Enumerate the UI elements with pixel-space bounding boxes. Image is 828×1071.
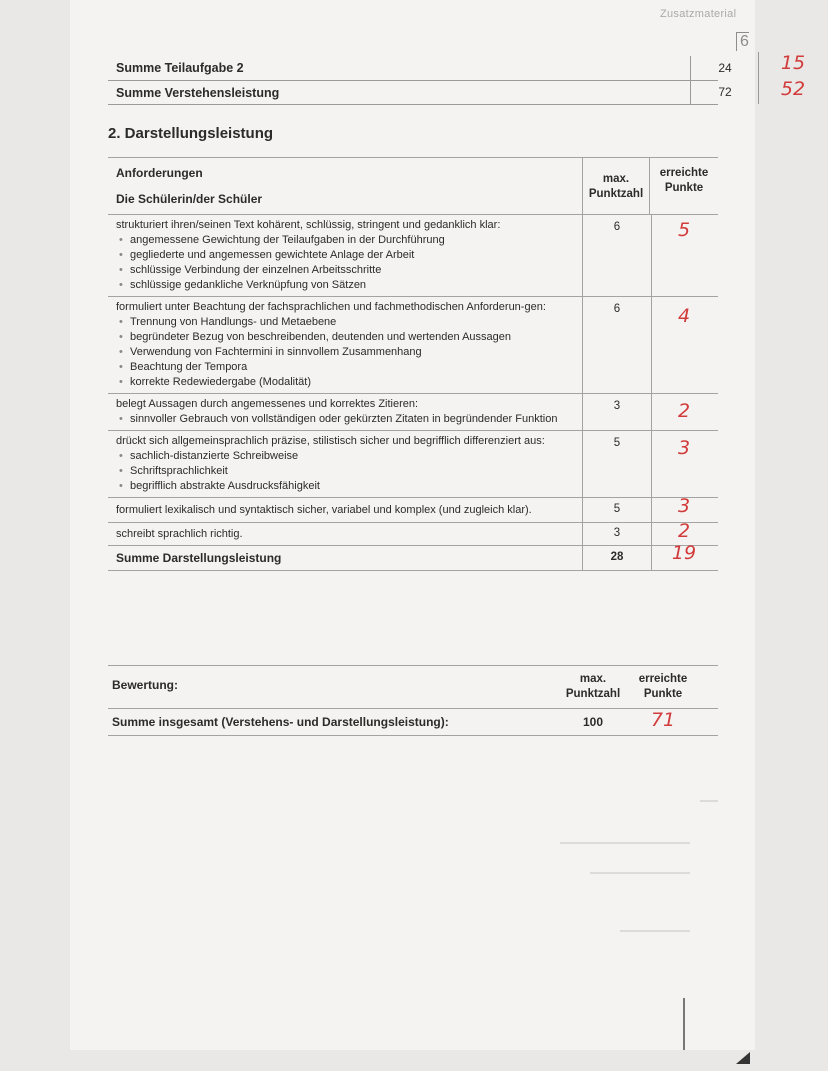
row-lead: formuliert lexikalisch und syntaktisch sicher, variabel und komplex (und zugleich klar).	[116, 504, 532, 516]
page-corner	[736, 1052, 750, 1064]
table-row	[108, 495, 718, 523]
list-item: • sachlich-distanzierte Schreibweise	[130, 449, 578, 464]
header-achieved-points	[650, 158, 718, 196]
evaluation-max-line1: max.	[579, 673, 607, 685]
total-achieved-points: 71	[650, 709, 676, 731]
total-label: Summe insgesamt (Verstehens- und Darstellungsleistung):	[112, 715, 449, 729]
achieved-points: 4	[677, 305, 691, 327]
evaluation-max-line2: Punktzahl	[565, 688, 621, 700]
table-header	[108, 157, 718, 215]
header-max-line1: max.	[602, 173, 630, 185]
list-item: • Beachtung der Tempora	[130, 360, 578, 375]
achieved-points: 2	[677, 520, 691, 542]
evaluation-max-header	[558, 672, 628, 702]
list-item: • sinnvoller Gebrauch von vollständigen oder gekürzten Zitaten in begründender Funktion	[130, 412, 578, 427]
header-max-line2: Punktzahl	[588, 188, 644, 200]
header-requirements: Anforderungen	[116, 166, 203, 180]
show-through-line	[700, 800, 718, 802]
list-item: • gegliederte und angemessen gewichtete Anlage der Arbeit	[130, 248, 578, 263]
table-row	[108, 431, 718, 498]
max-points: 6	[582, 297, 652, 393]
total-max-points: 100	[582, 715, 604, 729]
list-item: • Trennung von Handlungs- und Metaebene	[130, 315, 578, 330]
header-achieved-line1: erreichte	[659, 167, 709, 179]
list-item: • schlüssige Verbindung der einzelnen Arbeitsschritte	[130, 263, 578, 278]
show-through-line	[620, 930, 690, 932]
max-points: 5	[582, 498, 652, 522]
list-item: • schlüssige gedankliche Verknüpfung von Sätzen	[130, 278, 578, 293]
max-points: 3	[582, 523, 652, 545]
row-label: Summe Verstehensleistung	[116, 86, 280, 100]
list-item: • Verwendung von Fachtermini in sinnvollem Zusammenhang	[130, 345, 578, 360]
summary-row-verstehensleistung	[108, 78, 806, 105]
list-item: • angemessene Gewichtung der Teilaufgaben in der Durchführung	[130, 233, 578, 248]
achieved-points: 2	[677, 400, 691, 422]
assessment-table	[108, 157, 718, 571]
row-lead: drückt sich allgemeinsprachlich präzise, stilistisch sicher und begrifflich differenziert aus:	[116, 435, 545, 447]
summary-row-teilaufgabe	[108, 52, 806, 81]
table-row	[108, 297, 718, 394]
show-through-line	[560, 842, 690, 844]
achieved-points: 3	[677, 437, 691, 459]
max-points: 24	[690, 56, 759, 80]
evaluation-label: Bewertung:	[112, 678, 178, 692]
achieved-points: 52	[758, 78, 827, 104]
pencil-mark	[683, 998, 685, 1050]
page-number: 6	[736, 32, 749, 51]
max-points: 6	[582, 215, 652, 296]
evaluation-section	[108, 665, 718, 736]
evaluation-achieved-line2: Punkte	[643, 688, 683, 700]
table-row	[108, 520, 718, 546]
table-row	[108, 215, 718, 297]
evaluation-achieved-line1: erreichte	[638, 673, 688, 685]
total-row	[108, 709, 718, 736]
header-mark: Zusatzmaterial	[660, 8, 737, 20]
max-points: 5	[582, 431, 652, 497]
max-points: 72	[690, 80, 759, 104]
list-item: • Schriftsprachlichkeit	[130, 464, 578, 479]
row-lead: formuliert unter Beachtung der fachsprachlichen und fachmethodischen Anforderun-gen:	[116, 301, 546, 313]
list-item: • begrifflich abstrakte Ausdrucksfähigkeit	[130, 479, 578, 494]
achieved-points: 3	[677, 495, 691, 517]
section-title: 2. Darstellungsleistung	[108, 125, 274, 142]
header-achieved-line2: Punkte	[664, 182, 704, 194]
evaluation-header	[108, 665, 718, 709]
list-item: • begründeter Bezug von beschreibenden, deutenden und wertenden Aussagen	[130, 330, 578, 345]
table-row	[108, 394, 718, 431]
header-student: Die Schülerin/der Schüler	[116, 192, 263, 206]
achieved-points: 5	[677, 219, 691, 241]
row-lead: schreibt sprachlich richtig.	[116, 528, 243, 540]
sum-label: Summe Darstellungsleistung	[116, 551, 282, 565]
row-label: Summe Teilaufgabe 2	[116, 61, 244, 75]
row-lead: strukturiert ihren/seinen Text kohärent, schlüssig, stringent und gedanklich klar:	[116, 219, 501, 231]
header-max-points	[582, 158, 650, 214]
show-through-line	[590, 872, 690, 874]
sum-max-points: 28	[582, 546, 652, 570]
list-item: • korrekte Redewiedergabe (Modalität)	[130, 375, 578, 390]
evaluation-achieved-header	[628, 672, 698, 702]
max-points: 3	[582, 394, 652, 430]
sum-row	[108, 542, 718, 571]
sum-achieved-points: 19	[671, 542, 697, 564]
row-lead: belegt Aussagen durch angemessenes und korrektes Zitieren:	[116, 398, 419, 410]
achieved-points: 15	[758, 52, 827, 80]
